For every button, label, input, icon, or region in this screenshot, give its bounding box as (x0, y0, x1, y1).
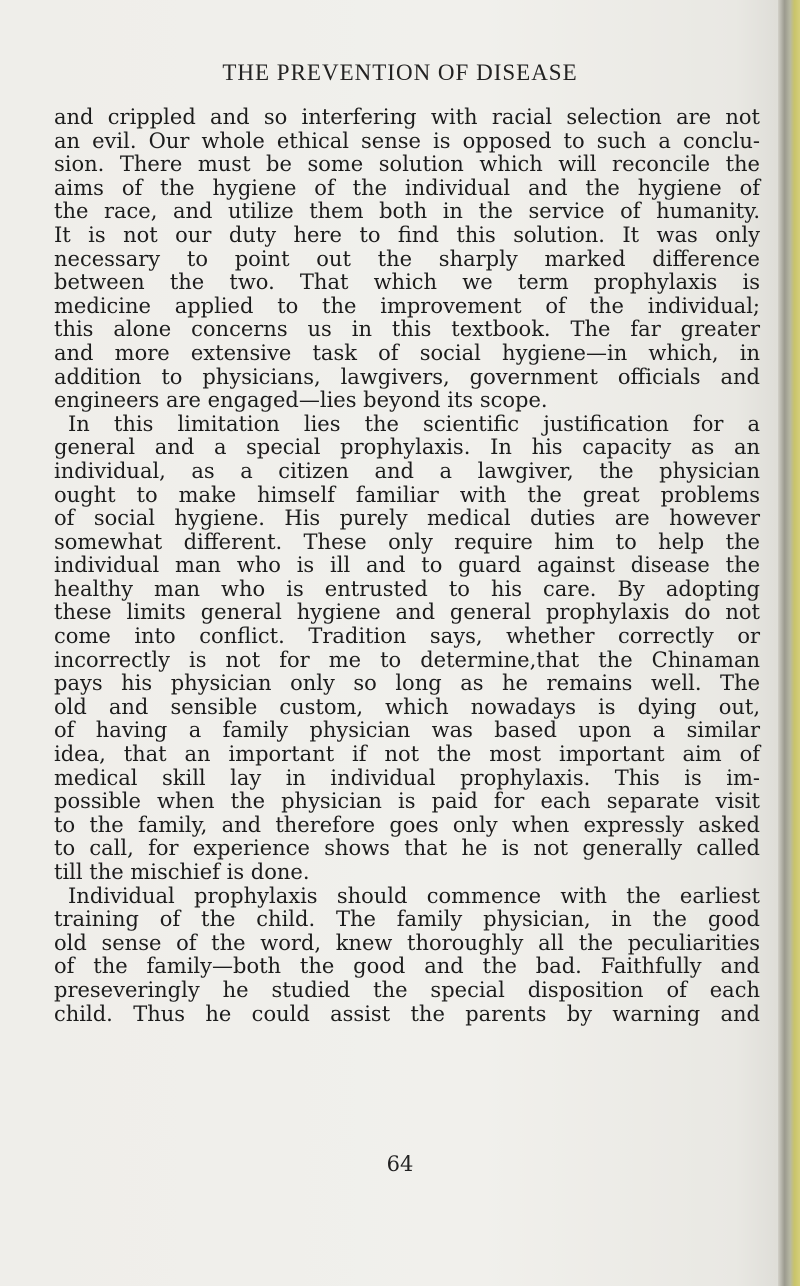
text-line: pays his physician only so long as he remains well. The (54, 671, 760, 696)
text-line: necessary to point out the sharply marked difference (54, 246, 760, 271)
text-line: preseveringly he studied the special disposition of each (54, 977, 760, 1002)
text-line: It is not our duty here to find this solution. It was only (54, 222, 760, 247)
page-edge (778, 0, 800, 1286)
text-line: ought to make himself familiar with the great problems (54, 482, 760, 507)
text-line: come into conflict. Tradition says, whether correctly or (54, 624, 760, 649)
text-line: general and a special prophylaxis. In his capacity as an (54, 435, 760, 460)
text-line: old and sensible custom, which nowadays is dying out, (54, 694, 760, 719)
text-line: to call, for experience shows that he is not generally called (54, 836, 760, 861)
text-line: incorrectly is not for me to determine,that the Chinaman (54, 647, 760, 672)
text-line: till the mischief is done. (54, 860, 310, 884)
text-line: training of the child. The family physician, in the good (54, 907, 760, 932)
text-line: addition to physicians, lawgivers, government officials and (54, 364, 760, 389)
text-line: old sense of the word, knew thoroughly all the peculiarities (54, 930, 760, 955)
text-line: possible when the physician is paid for each separate visit (54, 789, 760, 814)
text-line: between the two. That which we term prophylaxis is (54, 270, 760, 295)
page-number: 64 (386, 1152, 414, 1176)
text-line: of social hygiene. His purely medical duties are however (54, 506, 760, 531)
text-line: individual, as a citizen and a lawgiver, the physician (54, 458, 760, 483)
text-line: these limits general hygiene and general prophylaxis do not (54, 600, 760, 625)
text-line: idea, that an important if not the most important aim of (54, 742, 760, 767)
running-title: THE PREVENTION OF DISEASE (222, 60, 578, 85)
text-line: healthy man who is entrusted to his care. By adopting (54, 576, 760, 601)
body-text (54, 106, 760, 1026)
text-line: this alone concerns us in this textbook. The far greater (54, 317, 760, 342)
text-line: an evil. Our whole ethical sense is opposed to such a conclu- (54, 128, 760, 153)
text-line: medical skill lay in individual prophylaxis. This is im- (54, 765, 760, 790)
text-line: and more extensive task of social hygiene—in which, in (54, 340, 760, 365)
text-line: of the family—both the good and the bad. Faithfully and (54, 954, 760, 979)
text-line: somewhat different. These only require him to help the (54, 529, 760, 554)
text-line: the race, and utilize them both in the service of humanity. (54, 199, 760, 224)
text-line: individual man who is ill and to guard against disease the (54, 553, 760, 578)
text-line: aims of the hygiene of the individual and the hygiene of (54, 175, 760, 200)
text-line: of having a family physician was based upon a similar (54, 718, 760, 743)
text-line: medicine applied to the improvement of the individual; (54, 293, 760, 318)
text-line: In this limitation lies the scientific justification for a (68, 411, 760, 436)
text-line: to the family, and therefore goes only when expressly asked (54, 812, 760, 837)
text-line: and crippled and so interfering with racial selection are not (54, 105, 760, 129)
text-line: engineers are engaged—lies beyond its scope. (54, 388, 548, 413)
text-line: Individual prophylaxis should commence with the earliest (68, 883, 760, 908)
text-line: sion. There must be some solution which will reconcile the (54, 152, 760, 177)
text-line: child. Thus he could assist the parents by warning and (54, 1001, 760, 1026)
